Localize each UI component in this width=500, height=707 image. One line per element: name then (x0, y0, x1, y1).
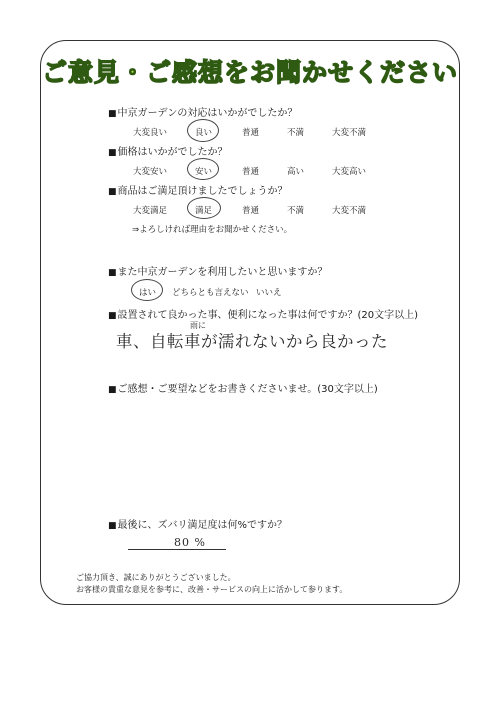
question-benefit (108, 306, 418, 321)
footer-message: お客様の貴重な意見を参考に、改善・サービスの向上に活かして参ります。 (76, 585, 348, 594)
option-cheap[interactable]: 安い (195, 167, 213, 177)
option-very-satisfied[interactable]: 大変満足 (133, 206, 168, 216)
question-satisfaction (108, 516, 287, 531)
question-text: 中京ガーデンの対応はいかがでしたか？ (117, 108, 298, 119)
bullet-icon: ■ (108, 521, 117, 531)
option-very-dissatisfied[interactable]: 大変不満 (332, 206, 367, 216)
option-very-cheap[interactable]: 大変安い (133, 167, 168, 177)
question-price (108, 143, 228, 158)
option-very-good[interactable]: 大変良い (133, 128, 168, 138)
handwritten-insert: 雨に (190, 321, 206, 330)
form-title: ご意見・ご感想をお聞かせください (41, 58, 458, 87)
bullet-icon: ■ (108, 109, 117, 119)
question-feedback (108, 380, 378, 395)
option-dissatisfied[interactable]: 不満 (287, 206, 305, 216)
selected-circle (187, 197, 221, 219)
bullet-icon: ■ (108, 187, 117, 197)
option-no[interactable]: いいえ (256, 288, 282, 298)
footer-thanks: ご協力頂き、誠にありがとうございました。 (76, 573, 236, 582)
option-yes[interactable]: はい (139, 288, 157, 298)
selected-circle (131, 279, 163, 301)
bullet-icon: ■ (108, 385, 117, 395)
option-satisfied[interactable]: 満足 (195, 206, 213, 216)
bullet-icon: ■ (108, 311, 117, 321)
handwritten-answer-benefit[interactable]: 車、自転車が濡れないから良かった (116, 332, 388, 351)
question-service (108, 104, 297, 119)
answer-underline (128, 549, 226, 550)
question-text: ご感想・ご要望などをお書きくださいませ。(30文字以上) (117, 384, 378, 395)
question-reuse (108, 263, 327, 278)
option-very-expensive[interactable]: 大変高い (332, 167, 367, 177)
question-product (108, 182, 288, 197)
option-good[interactable]: 良い (195, 128, 213, 138)
bullet-icon: ■ (108, 268, 117, 278)
feedback-answer-area[interactable] (112, 396, 412, 506)
option-undecided[interactable]: どちらとも言えない (172, 288, 249, 298)
option-normal[interactable]: 普通 (242, 167, 260, 177)
question-text: 商品はご満足頂けましたでしょうか？ (117, 186, 288, 197)
question-text: また中京ガーデンを利用したいと思いますか？ (117, 267, 328, 278)
option-normal[interactable]: 普通 (242, 128, 260, 138)
handwritten-answer-satisfaction[interactable]: 80 % (174, 536, 206, 549)
bullet-icon: ■ (108, 148, 117, 158)
question-text: 最後に、ズバリ満足度は何%ですか？ (117, 520, 288, 531)
question-text: 設置されて良かった事、便利になった事は何ですか？(20文字以上) (117, 310, 419, 321)
question-text: 価格はいかがでしたか？ (117, 147, 228, 158)
selected-circle (187, 119, 219, 142)
selected-circle (187, 158, 219, 180)
reason-prompt: ⇒よろしければ理由をお聞かせください。 (132, 225, 293, 235)
option-very-dissatisfied[interactable]: 大変不満 (332, 128, 367, 138)
option-expensive[interactable]: 高い (287, 167, 305, 177)
option-normal[interactable]: 普通 (242, 206, 260, 216)
option-dissatisfied[interactable]: 不満 (287, 128, 305, 138)
